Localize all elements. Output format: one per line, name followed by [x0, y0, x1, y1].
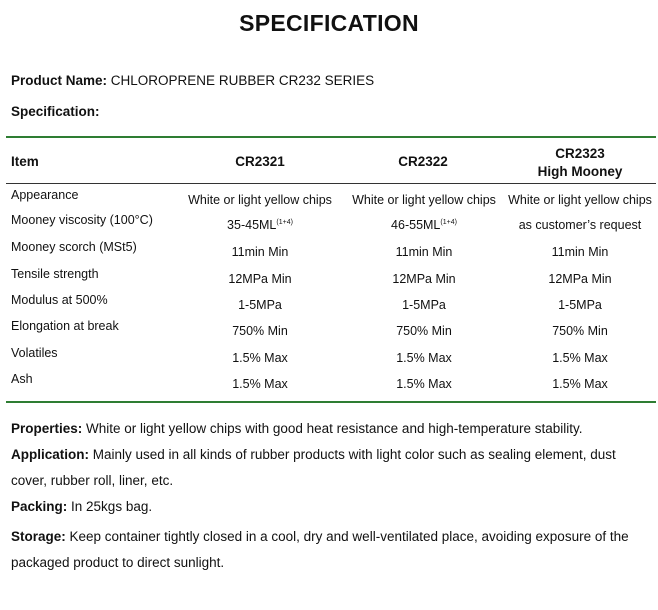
cell-cr2323: 12MPa Min — [548, 272, 612, 286]
cell-cr2322 — [343, 218, 505, 232]
table-bottom-rule — [6, 401, 656, 403]
cell-cr2321: White or light yellow chips — [188, 193, 332, 207]
row-name: Elongation at break — [11, 319, 119, 333]
header-item: Item — [11, 154, 39, 169]
cell-cr2323: 11min Min — [551, 245, 609, 259]
row-name: Mooney viscosity (100°C) — [11, 213, 153, 227]
packing-label: Packing: — [11, 499, 68, 514]
cell-cr2323: 1.5% Max — [552, 377, 608, 391]
properties-paragraph — [11, 416, 656, 442]
table-row — [0, 372, 658, 398]
product-name-label: Product Name: — [11, 73, 108, 88]
row-name: Appearance — [11, 188, 79, 202]
cell-value: 35-45ML — [227, 218, 277, 232]
storage-paragraph — [11, 524, 656, 576]
header-cr2322: CR2322 — [398, 154, 448, 169]
table-row — [0, 267, 658, 293]
application-label: Application: — [11, 447, 89, 462]
table-row — [0, 213, 658, 239]
cell-value: 46-55ML — [391, 218, 441, 232]
cell-superscript: (1+4) — [276, 219, 293, 226]
cell-cr2322: 12MPa Min — [392, 272, 456, 286]
packing-paragraph — [11, 494, 656, 520]
row-name: Tensile strength — [11, 267, 99, 281]
row-name: Modulus at 500% — [11, 293, 108, 307]
cell-cr2323: 1.5% Max — [552, 351, 608, 365]
table-row — [0, 346, 658, 372]
table-row — [0, 240, 658, 266]
application-line-1 — [11, 442, 656, 468]
application-text-2: cover, rubber roll, liner, etc. — [11, 473, 174, 488]
header-cr2323-subtitle: High Mooney — [537, 164, 623, 179]
row-name: Mooney scorch (MSt5) — [11, 240, 137, 254]
cell-cr2321: 750% Min — [232, 324, 288, 338]
storage-text-1: Keep container tightly closed in a cool, dry and well-ventilated place, avoiding exposure of the — [65, 529, 629, 544]
cell-cr2321: 1-5MPa — [238, 298, 282, 312]
storage-line-1 — [11, 524, 656, 550]
table-row — [0, 293, 658, 319]
properties-text: White or light yellow chips with good heat resistance and high-temperature stability. — [82, 421, 583, 436]
properties-label: Properties: — [11, 421, 83, 436]
cell-cr2322: 1.5% Max — [396, 351, 452, 365]
cell-cr2321: 1.5% Max — [232, 377, 288, 391]
page-title: SPECIFICATION — [239, 10, 419, 36]
packing-text: In 25kgs bag. — [67, 499, 153, 514]
table-row — [0, 319, 658, 345]
cell-cr2323: 1-5MPa — [558, 298, 602, 312]
row-name: Ash — [11, 372, 33, 386]
cell-cr2322: 1-5MPa — [402, 298, 446, 312]
cell-cr2323: as customer’s request — [518, 218, 642, 232]
cell-cr2321 — [178, 218, 342, 232]
cell-cr2322: 11min Min — [395, 245, 453, 259]
table-top-rule — [6, 136, 656, 138]
cell-cr2323: White or light yellow chips — [508, 193, 652, 207]
cell-cr2322: 1.5% Max — [396, 377, 452, 391]
cell-cr2323: 750% Min — [552, 324, 608, 338]
row-name: Volatiles — [11, 346, 58, 360]
cell-cr2322: White or light yellow chips — [352, 193, 496, 207]
header-cr2323-code: CR2323 — [555, 146, 605, 161]
storage-text-2: packaged product to direct sunlight. — [11, 555, 225, 570]
application-paragraph — [11, 442, 656, 494]
application-text-1: Mainly used in all kinds of rubber products with light color such as sealing element, dust — [89, 447, 616, 462]
product-name-value: CHLOROPRENE RUBBER CR232 SERIES — [110, 73, 375, 88]
cell-superscript: (1+4) — [440, 219, 457, 226]
cell-cr2321: 11min Min — [231, 245, 289, 259]
specification-label: Specification: — [11, 104, 100, 119]
header-cr2323 — [505, 145, 655, 181]
cell-cr2321: 12MPa Min — [228, 272, 292, 286]
header-bottom-rule — [6, 183, 656, 184]
table-row — [0, 188, 658, 214]
header-cr2321: CR2321 — [235, 154, 285, 169]
cell-cr2322: 750% Min — [396, 324, 452, 338]
cell-cr2321: 1.5% Max — [232, 351, 288, 365]
product-name-line — [11, 73, 374, 88]
storage-label: Storage: — [11, 529, 66, 544]
